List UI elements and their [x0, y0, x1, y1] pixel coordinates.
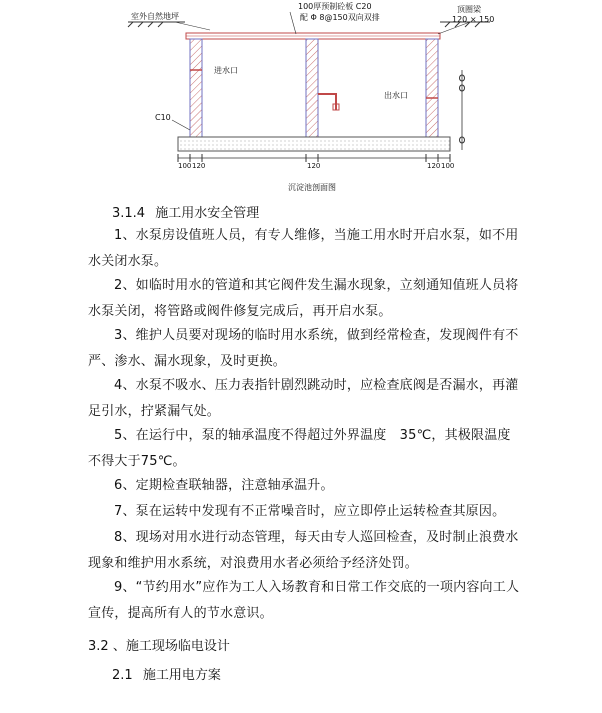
dim-label-2: 120	[192, 162, 206, 170]
ring-beam-label-2: 120 × 150	[452, 15, 495, 24]
left-wall	[190, 39, 202, 137]
paragraph-6: 6、定期检查联轴器，注意轴承温升。	[114, 478, 334, 493]
dim-label-4: 120	[427, 162, 441, 170]
cover-label-1: 100厚预制砼板 C20	[298, 2, 372, 11]
bottom-dimension-line	[178, 154, 450, 162]
paragraph-7: 7、泵在运转中发现有不正常噪音时，应立即停止运转检查其原因。	[114, 504, 506, 519]
right-wall	[426, 39, 438, 137]
paragraph-5: 5、在运行中，泵的轴承温度不得超过外界温度 35℃，其极限温度不得大于75℃。	[88, 428, 511, 469]
section-title: 施工用电方案	[142, 668, 221, 683]
section-3-2-heading	[88, 638, 230, 656]
height-dimension	[460, 70, 465, 150]
section-number: 2.1	[112, 668, 133, 683]
section-title: 、施工现场临电设计	[112, 639, 230, 654]
dim-label-1: 100	[178, 162, 192, 170]
ground-line	[128, 22, 490, 27]
outlet-label: 出水口	[384, 91, 408, 100]
sedimentation-tank-section-drawing	[0, 0, 602, 200]
section-2-1-heading	[112, 667, 221, 685]
paragraph-2: 2、如临时用水的管道和其它阀件发生漏水现象，立刻通知值班人员将水泵关闭，将管路或阀件修复完成后，再开启水泵。	[88, 278, 519, 319]
paragraph-4: 4、水泵不吸水、压力表指针剧烈跳动时，应检查底阀是否漏水，再灌足引水，拧紧漏气处。	[88, 378, 519, 419]
inlet-label: 进水口	[214, 66, 238, 75]
section-number: 3.2	[88, 639, 109, 654]
paragraph-1: 1、水泵房设值班人员，有专人维修，当施工用水时开启水泵，如不用水关闭水泵。	[88, 228, 519, 269]
drawing-caption: 沉淀池剖面图	[288, 183, 336, 192]
paragraph-9: 9、“节约用水”应作为工人入场教育和日常工作交底的一项内容向工人宣传，提高所有人的节水意识。	[88, 580, 520, 621]
c10-label: C10	[155, 113, 171, 122]
ground-label: 室外自然地坪	[131, 12, 179, 21]
transfer-pipe	[318, 94, 339, 110]
section-number: 3.1.4	[112, 206, 146, 221]
dim-label-3: 120	[307, 162, 321, 170]
paragraph-3: 3、维护人员要对现场的临时用水系统，做到经常检查，发现阀件有不严、渗水、漏水现象，及时更换。	[88, 328, 519, 369]
cover-slab	[186, 33, 440, 39]
cover-label-2: 配 Φ 8@150双向双排	[300, 13, 380, 22]
section-3-1-4-heading	[112, 205, 259, 223]
middle-wall	[306, 39, 318, 137]
ring-beam-label-1: 顶圈梁	[457, 5, 481, 14]
section-title: 施工用水安全管理	[155, 206, 260, 221]
dim-label-5: 100	[441, 162, 455, 170]
base-slab	[178, 137, 450, 151]
paragraph-8: 8、现场对用水进行动态管理，每天由专人巡回检查，及时制止浪费水现象和维护用水系统，对浪费用水者必须给予经济处罚。	[88, 530, 519, 571]
